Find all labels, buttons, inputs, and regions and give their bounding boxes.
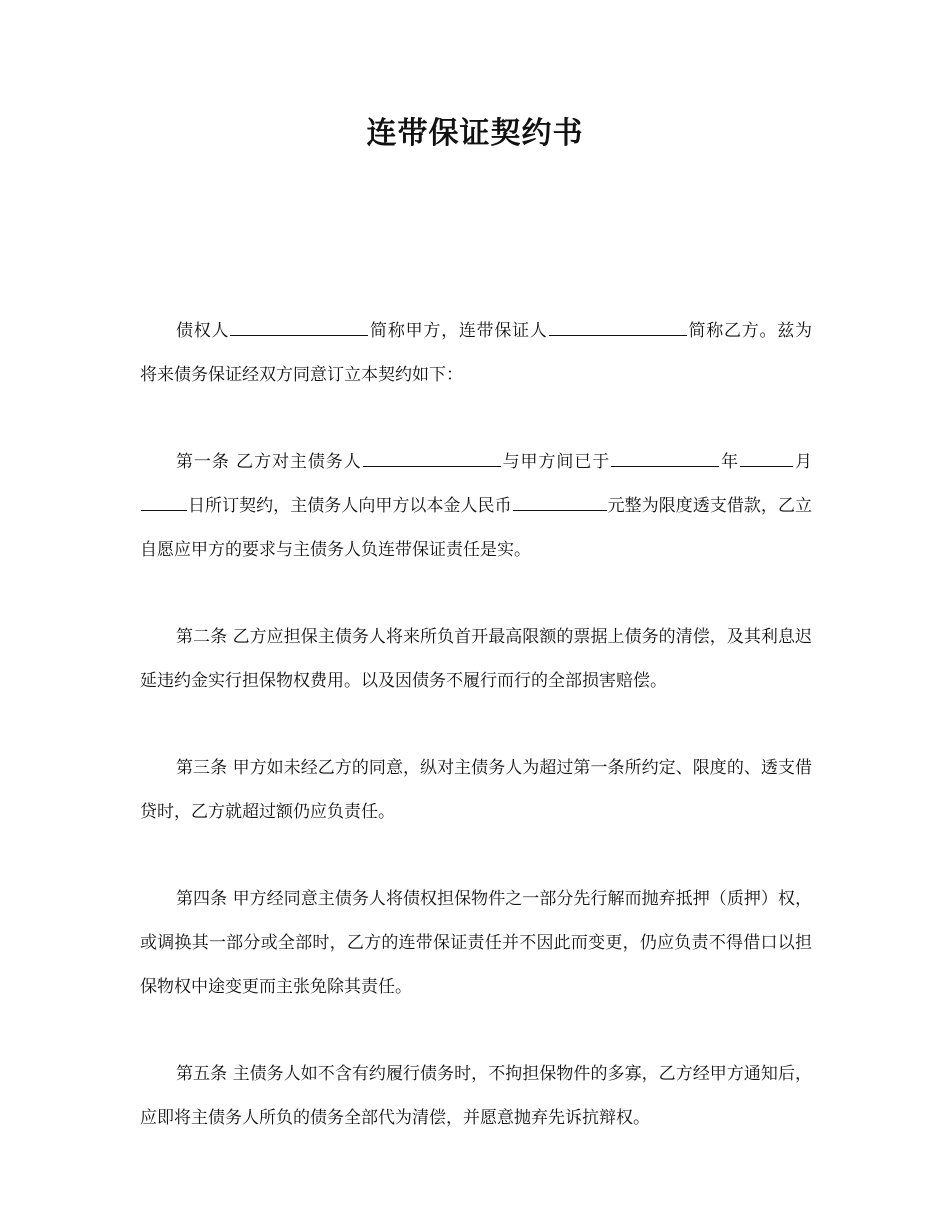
intro-text-3: 简称乙方。兹为将来债务保证经双方同意订立本契约如下： — [140, 321, 813, 385]
intro-text-1: 债权人 — [176, 321, 230, 341]
contract-body — [140, 309, 812, 1183]
article-1-text-3: 年 — [720, 452, 740, 472]
article-1-text-1: 第一条 乙方对主债务人 — [176, 452, 362, 472]
article-1 — [140, 440, 812, 572]
article-3: 第三条 甲方如未经乙方的同意，纵对主债务人为超过第一条所约定、限度的、透支借贷时，乙方就超过额仍应负责任。 — [140, 758, 812, 822]
year-blank — [611, 448, 719, 467]
amount-blank — [513, 492, 607, 511]
article-5: 第五条 主债务人如不含有约履行债务时，不拘担保物件的多寡，乙方经甲方通知后，应即将主债务人所负的债务全部代为清偿，并愿意抛弃先诉抗辩权。 — [140, 1064, 812, 1128]
document-title: 连带保证契约书 — [366, 116, 584, 151]
intro-text-2: 简称甲方，连带保证人 — [369, 321, 548, 341]
guarantor-name-blank — [549, 317, 687, 336]
day-blank — [141, 492, 187, 511]
article-4: 第四条 甲方经同意主债务人将债权担保物件之一部分先行解而抛弃抵押（质押）权，或调换其一部分或全部时，乙方的连带保证责任并不因此而变更，仍应负责不得借口以担保物权中途变更而主张免除其责任。 — [140, 889, 812, 997]
creditor-name-blank — [230, 317, 368, 336]
article-1-text-6: 元整为限度透支借款，乙立自愿应甲方的要求与主债务人负连带保证责任是实。 — [140, 496, 812, 560]
month-blank — [740, 448, 793, 467]
intro-paragraph — [140, 309, 812, 397]
article-1-text-2: 与甲方间已于 — [501, 452, 611, 472]
debtor-name-blank — [363, 448, 501, 467]
article-2: 第二条 乙方应担保主债务人将来所负首开最高限额的票据上债务的清偿，及其利息迟延违约金实行担保物权费用。以及因债务不履行而行的全部损害赔偿。 — [140, 627, 812, 691]
article-1-text-4: 月 — [794, 452, 813, 472]
article-1-text-5: 日所订契约，主债务人向甲方以本金人民币 — [188, 496, 512, 516]
